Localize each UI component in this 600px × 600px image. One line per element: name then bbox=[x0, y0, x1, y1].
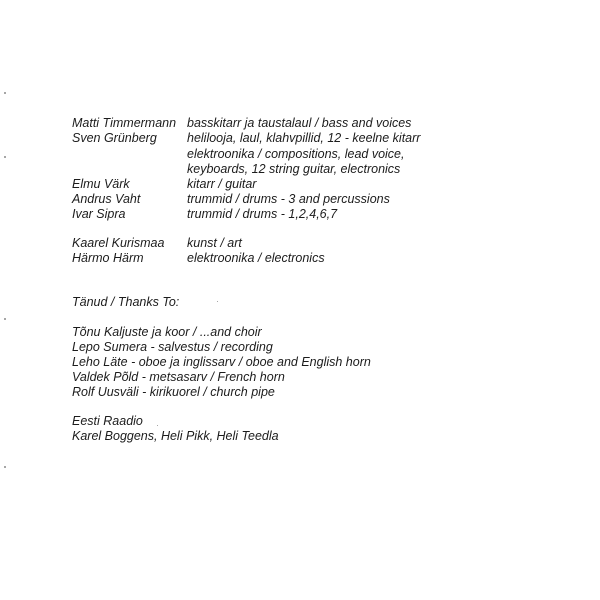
thanks-item: Tõnu Kaljuste ja koor / ...and choir bbox=[72, 325, 262, 339]
credit-name: Kaarel Kurismaa bbox=[72, 236, 165, 250]
thanks-heading: Tänud / Thanks To: bbox=[72, 295, 180, 309]
credit-name: Elmu Värk bbox=[72, 177, 130, 191]
thanks-item: Valdek Põld - metsasarv / French horn bbox=[72, 370, 285, 384]
credit-role: elektroonika / electronics bbox=[187, 251, 325, 265]
credit-name: Ivar Sipra bbox=[72, 207, 126, 221]
credit-role: helilooja, laul, klahvpillid, 12 - keelne kitarr bbox=[187, 131, 421, 145]
thanks-item: Rolf Uusväli - kirikuorel / church pipe bbox=[72, 385, 275, 399]
radio-people: Karel Boggens, Heli Pikk, Heli Teedla bbox=[72, 429, 279, 443]
thanks-item: Leho Läte - oboe ja inglissarv / oboe and English horn bbox=[72, 355, 371, 369]
credit-role: trummid / drums - 1,2,4,6,7 bbox=[187, 207, 338, 221]
credit-name: Sven Grünberg bbox=[72, 131, 157, 145]
credit-role: kunst / art bbox=[187, 236, 242, 250]
credit-role: basskitarr ja taustalaul / bass and voices bbox=[187, 116, 412, 130]
credit-role: keyboards, 12 string guitar, electronics bbox=[187, 162, 401, 176]
credit-name: Härmo Härm bbox=[72, 251, 144, 265]
scan-speck bbox=[217, 301, 218, 302]
credit-role: elektroonika / compositions, lead voice, bbox=[187, 147, 405, 161]
credit-name: Matti Timmermann bbox=[72, 116, 177, 130]
credit-name: Andrus Vaht bbox=[72, 192, 141, 206]
credit-role: trummid / drums - 3 and percussions bbox=[187, 192, 390, 206]
scan-speck bbox=[4, 92, 6, 94]
scan-speck bbox=[4, 466, 6, 468]
credit-role: kitarr / guitar bbox=[187, 177, 257, 191]
scan-speck bbox=[4, 318, 6, 320]
scan-speck bbox=[157, 425, 158, 426]
thanks-item: Lepo Sumera - salvestus / recording bbox=[72, 340, 273, 354]
scan-speck bbox=[4, 156, 6, 158]
radio-title: Eesti Raadio bbox=[72, 414, 143, 428]
